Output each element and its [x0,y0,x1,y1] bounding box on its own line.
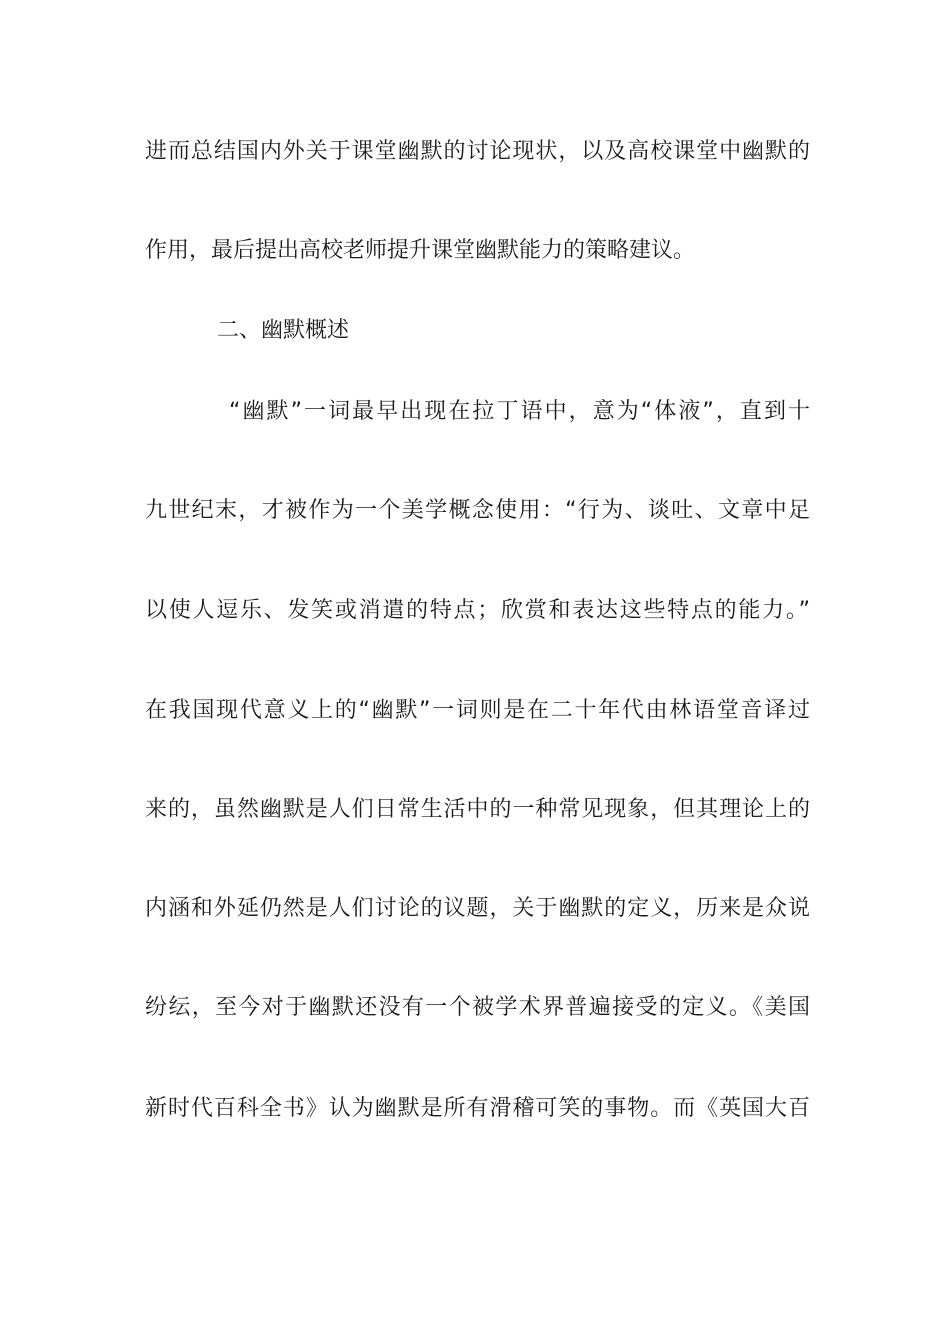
body-text-line: 来的，虽然幽默是人们日常生活中的一种常见现象，但其理论上的 [145,797,810,822]
body-text-line: 进而总结国内外关于课堂幽默的讨论现状，以及高校课堂中幽默的 [145,139,810,164]
body-text-line: 作用，最后提出高校老师提升课堂幽默能力的策略建议。 [145,238,696,263]
body-text-line: 新时代百科全书》认为幽默是所有滑稽可笑的事物。而《英国大百 [145,1096,810,1121]
paragraph-first-line: “幽默”一词最早出现在拉丁语中，意为“体液”，直到十 [229,399,810,424]
body-text-line: 在我国现代意义上的“幽默”一词则是在二十年代由林语堂音译过 [145,698,810,723]
section-heading: 二、幽默概述 [217,318,350,343]
body-text-line: 纷纭，至今对于幽默还没有一个被学术界普遍接受的定义。《美国 [145,995,810,1020]
body-text-line: 内涵和外延仍然是人们讨论的议题，关于幽默的定义，历来是众说 [145,896,810,921]
body-text-line: 以使人逗乐、发笑或消遣的特点；欣赏和表达这些特点的能力。” [145,598,810,623]
body-text-line: 九世纪末，才被作为一个美学概念使用：“行为、谈吐、文章中足 [145,498,810,523]
